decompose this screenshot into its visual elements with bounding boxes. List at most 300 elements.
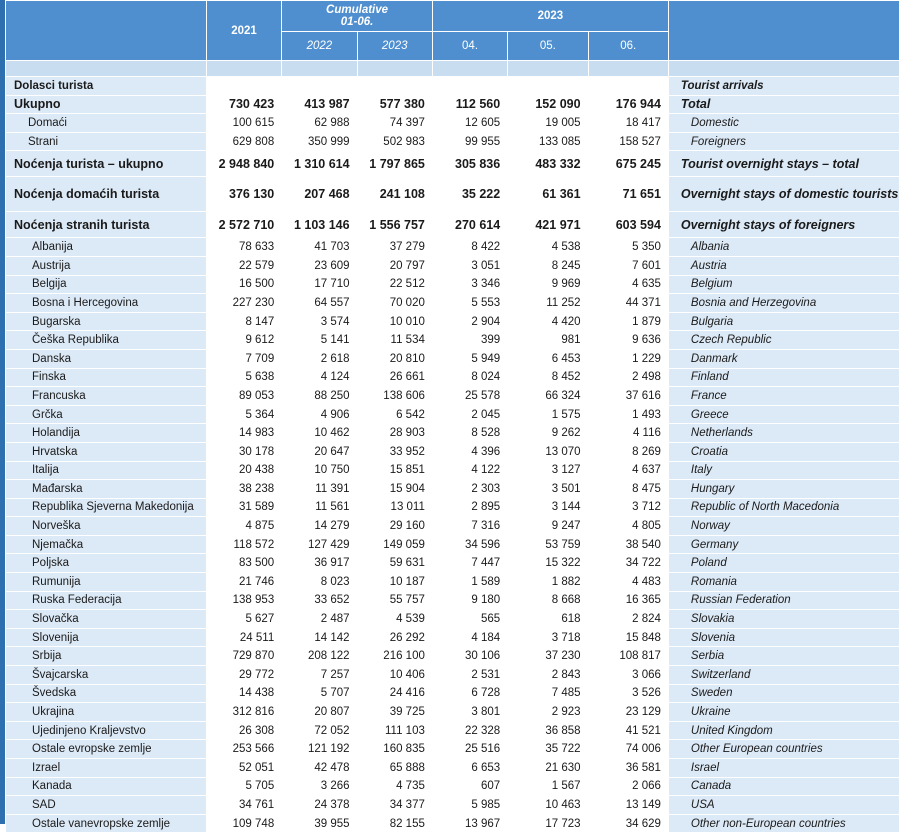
row-value: 26 308 (206, 721, 281, 740)
row-value: 3 526 (588, 684, 668, 703)
row-value: 24 416 (357, 684, 432, 703)
row-value: 1 797 865 (357, 151, 432, 177)
row-label-english: Overnight stays of foreigners (668, 212, 899, 238)
row-label: Njemačka (6, 535, 207, 554)
row-value: 23 129 (588, 703, 668, 722)
row-value: 29 772 (206, 666, 281, 685)
row-value: 7 709 (206, 349, 281, 368)
row-value: 4 396 (432, 442, 507, 461)
table-row (6, 442, 900, 461)
row-value: 5 638 (206, 368, 281, 387)
row-value: 4 124 (282, 368, 357, 387)
row-value: 82 155 (357, 814, 432, 833)
table-row (6, 796, 900, 815)
row-value: 18 417 (588, 114, 668, 133)
row-value: 2 895 (432, 498, 507, 517)
table-row (6, 177, 900, 212)
row-value: 4 122 (432, 461, 507, 480)
row-value: 44 371 (588, 294, 668, 313)
row-value: 8 147 (206, 312, 281, 331)
row-value: 577 380 (357, 95, 432, 114)
row-value: 4 116 (588, 424, 668, 443)
row-value: 13 967 (432, 814, 507, 833)
row-label-english: Belgium (668, 275, 899, 294)
row-value: 253 566 (206, 740, 281, 759)
row-value: 14 438 (206, 684, 281, 703)
row-value: 25 578 (432, 387, 507, 406)
row-label-english: Hungary (668, 480, 899, 499)
header-cell-cum-2022: 2022 (282, 32, 357, 61)
row-value (282, 77, 357, 96)
row-value: 34 596 (432, 535, 507, 554)
row-value: 7 316 (432, 517, 507, 536)
row-value: 24 378 (282, 796, 357, 815)
row-label: Noćenja turista – ukupno (6, 151, 207, 177)
row-label: Češka Republika (6, 331, 207, 350)
row-value: 88 250 (282, 387, 357, 406)
table-row (6, 684, 900, 703)
row-value: 133 085 (508, 132, 588, 151)
row-value: 9 180 (432, 591, 507, 610)
row-value: 17 723 (508, 814, 588, 833)
row-value: 108 817 (588, 647, 668, 666)
header-cell-2021: 2021 (206, 1, 281, 61)
row-value: 16 365 (588, 591, 668, 610)
header-row-top (6, 1, 900, 32)
row-value: 14 279 (282, 517, 357, 536)
row-value: 70 020 (357, 294, 432, 313)
row-value: 2 824 (588, 610, 668, 629)
row-value: 152 090 (508, 95, 588, 114)
header-cell-name (6, 1, 207, 61)
row-label: Srbija (6, 647, 207, 666)
row-value: 1 556 757 (357, 212, 432, 238)
row-label-english: Foreigners (668, 132, 899, 151)
row-label-english: Greece (668, 405, 899, 424)
row-label: Italija (6, 461, 207, 480)
row-value: 29 160 (357, 517, 432, 536)
table-body (6, 61, 900, 833)
row-value: 565 (432, 610, 507, 629)
row-value: 22 328 (432, 721, 507, 740)
row-label-english: Canada (668, 777, 899, 796)
row-value: 9 612 (206, 331, 281, 350)
cumulative-title: Cumulative (326, 4, 389, 16)
row-label: Švajcarska (6, 666, 207, 685)
row-value (206, 77, 281, 96)
row-value: 19 005 (508, 114, 588, 133)
row-value: 23 609 (282, 256, 357, 275)
row-value: 4 906 (282, 405, 357, 424)
row-value: 2 572 710 (206, 212, 281, 238)
row-value: 1 229 (588, 349, 668, 368)
row-value: 11 534 (357, 331, 432, 350)
row-value: 36 858 (508, 721, 588, 740)
row-value: 11 391 (282, 480, 357, 499)
row-label: Francuska (6, 387, 207, 406)
row-value: 270 614 (432, 212, 507, 238)
row-value: 72 052 (282, 721, 357, 740)
row-label: Bosna i Hercegovina (6, 294, 207, 313)
row-value: 20 810 (357, 349, 432, 368)
row-label: Republika Sjeverna Makedonija (6, 498, 207, 517)
row-value: 9 262 (508, 424, 588, 443)
row-label: Holandija (6, 424, 207, 443)
row-label-english: Russian Federation (668, 591, 899, 610)
table-row (6, 312, 900, 331)
row-value: 6 728 (432, 684, 507, 703)
row-label-english: Other European countries (668, 740, 899, 759)
header-cell-cumulative (282, 1, 433, 32)
row-value: 3 346 (432, 275, 507, 294)
row-value: 376 130 (206, 177, 281, 212)
row-value: 981 (508, 331, 588, 350)
row-value: 8 668 (508, 591, 588, 610)
row-value: 15 848 (588, 628, 668, 647)
row-value: 42 478 (282, 759, 357, 778)
header-cell-2023: 2023 (432, 1, 668, 32)
row-value: 21 630 (508, 759, 588, 778)
row-value: 138 953 (206, 591, 281, 610)
row-value: 78 633 (206, 238, 281, 257)
row-value: 71 651 (588, 177, 668, 212)
row-value: 13 011 (357, 498, 432, 517)
table-row (6, 740, 900, 759)
row-value: 10 187 (357, 573, 432, 592)
row-value: 4 735 (357, 777, 432, 796)
row-value: 33 652 (282, 591, 357, 610)
row-value: 5 705 (206, 777, 281, 796)
row-value: 2 843 (508, 666, 588, 685)
row-label-english: Albania (668, 238, 899, 257)
row-label-english: Croatia (668, 442, 899, 461)
table-row (6, 238, 900, 257)
row-value: 138 606 (357, 387, 432, 406)
row-label: Bugarska (6, 312, 207, 331)
row-value: 5 707 (282, 684, 357, 703)
row-value: 17 710 (282, 275, 357, 294)
row-value: 629 808 (206, 132, 281, 151)
tourism-statistics-table (5, 0, 900, 833)
row-value: 99 955 (432, 132, 507, 151)
row-value: 2 066 (588, 777, 668, 796)
row-label: Slovenija (6, 628, 207, 647)
table-row (6, 535, 900, 554)
row-value: 39 955 (282, 814, 357, 833)
table-row (6, 573, 900, 592)
row-value: 37 279 (357, 238, 432, 257)
row-value: 8 452 (508, 368, 588, 387)
table-row (6, 628, 900, 647)
row-value: 118 572 (206, 535, 281, 554)
row-value: 149 059 (357, 535, 432, 554)
row-value: 28 903 (357, 424, 432, 443)
row-value: 5 350 (588, 238, 668, 257)
row-label: Noćenja stranih turista (6, 212, 207, 238)
row-value: 158 527 (588, 132, 668, 151)
row-label-english: Tourist overnight stays – total (668, 151, 899, 177)
row-value: 6 653 (432, 759, 507, 778)
header-cell-month-04: 04. (432, 32, 507, 61)
row-value: 5 364 (206, 405, 281, 424)
row-value: 2 904 (432, 312, 507, 331)
row-value: 1 567 (508, 777, 588, 796)
row-value: 65 888 (357, 759, 432, 778)
row-value: 5 141 (282, 331, 357, 350)
row-value: 55 757 (357, 591, 432, 610)
table-row (6, 461, 900, 480)
row-value: 2 487 (282, 610, 357, 629)
row-label: Kanada (6, 777, 207, 796)
row-value: 89 053 (206, 387, 281, 406)
row-label-english: Ukraine (668, 703, 899, 722)
row-label-english: Finland (668, 368, 899, 387)
table-row (6, 759, 900, 778)
row-value: 41 703 (282, 238, 357, 257)
table-header (6, 1, 900, 61)
row-value: 41 521 (588, 721, 668, 740)
row-value: 59 631 (357, 554, 432, 573)
row-label: Albanija (6, 238, 207, 257)
row-value: 208 122 (282, 647, 357, 666)
row-label-english: Bosnia and Herzegovina (668, 294, 899, 313)
row-value: 2 498 (588, 368, 668, 387)
row-value: 4 635 (588, 275, 668, 294)
row-value: 3 574 (282, 312, 357, 331)
row-label-english: Other non-European countries (668, 814, 899, 833)
row-value: 2 948 840 (206, 151, 281, 177)
row-label: Domaći (6, 114, 207, 133)
row-value: 3 501 (508, 480, 588, 499)
row-value: 39 725 (357, 703, 432, 722)
row-label: Švedska (6, 684, 207, 703)
row-value: 121 192 (282, 740, 357, 759)
table-row (6, 498, 900, 517)
row-value: 38 238 (206, 480, 281, 499)
row-label: Belgija (6, 275, 207, 294)
row-value: 15 851 (357, 461, 432, 480)
row-value: 1 879 (588, 312, 668, 331)
spacer-cell (282, 61, 357, 77)
row-label: Slovačka (6, 610, 207, 629)
row-value: 34 629 (588, 814, 668, 833)
row-value: 216 100 (357, 647, 432, 666)
spacer-cell (432, 61, 507, 77)
table-row (6, 387, 900, 406)
row-value: 1 589 (432, 573, 507, 592)
row-label-english: Netherlands (668, 424, 899, 443)
row-label-english: Total (668, 95, 899, 114)
table-row (6, 331, 900, 350)
row-value: 20 797 (357, 256, 432, 275)
cumulative-subtitle: 01-06. (340, 16, 374, 28)
row-value: 38 540 (588, 535, 668, 554)
row-value: 30 106 (432, 647, 507, 666)
row-label: Grčka (6, 405, 207, 424)
row-value: 312 816 (206, 703, 281, 722)
row-label: Dolasci turista (6, 77, 207, 96)
row-value: 2 531 (432, 666, 507, 685)
row-value: 74 006 (588, 740, 668, 759)
row-label-english: Poland (668, 554, 899, 573)
table-row (6, 517, 900, 536)
table-row (6, 256, 900, 275)
row-value: 8 475 (588, 480, 668, 499)
row-label-english: Danmark (668, 349, 899, 368)
row-label: Ukrajina (6, 703, 207, 722)
row-value: 10 010 (357, 312, 432, 331)
row-value: 1 882 (508, 573, 588, 592)
row-value: 6 542 (357, 405, 432, 424)
row-value: 3 266 (282, 777, 357, 796)
row-value: 10 406 (357, 666, 432, 685)
row-value: 83 500 (206, 554, 281, 573)
row-value: 2 618 (282, 349, 357, 368)
row-value: 20 438 (206, 461, 281, 480)
row-value: 4 483 (588, 573, 668, 592)
row-value: 421 971 (508, 212, 588, 238)
row-value: 25 516 (432, 740, 507, 759)
table-row (6, 151, 900, 177)
row-value: 7 447 (432, 554, 507, 573)
row-value (432, 77, 507, 96)
row-value: 62 988 (282, 114, 357, 133)
table-row (6, 647, 900, 666)
header-cell-month-05: 05. (508, 32, 588, 61)
row-label-english: Czech Republic (668, 331, 899, 350)
table-row (6, 212, 900, 238)
spacer-cell (588, 61, 668, 77)
row-value: 675 245 (588, 151, 668, 177)
row-value: 3 051 (432, 256, 507, 275)
row-label: Izrael (6, 759, 207, 778)
row-label-english: Switzerland (668, 666, 899, 685)
table-row (6, 424, 900, 443)
row-label: Poljska (6, 554, 207, 573)
row-value (508, 77, 588, 96)
row-value: 8 023 (282, 573, 357, 592)
table-row (6, 554, 900, 573)
row-value: 111 103 (357, 721, 432, 740)
row-value: 22 512 (357, 275, 432, 294)
row-label: Ruska Federacija (6, 591, 207, 610)
spacer-cell (6, 61, 207, 77)
row-value: 9 247 (508, 517, 588, 536)
row-value: 1 493 (588, 405, 668, 424)
row-label: Ostale evropske zemlje (6, 740, 207, 759)
row-value: 4 805 (588, 517, 668, 536)
spacer-cell (508, 61, 588, 77)
row-label-english: Austria (668, 256, 899, 275)
row-value: 3 718 (508, 628, 588, 647)
row-value: 5 949 (432, 349, 507, 368)
row-value: 4 184 (432, 628, 507, 647)
row-label-english: Tourist arrivals (668, 77, 899, 96)
spacer-cell (668, 61, 899, 77)
row-value: 207 468 (282, 177, 357, 212)
row-value: 15 322 (508, 554, 588, 573)
table-row (6, 405, 900, 424)
row-label-english: Germany (668, 535, 899, 554)
row-value: 730 423 (206, 95, 281, 114)
row-value: 64 557 (282, 294, 357, 313)
row-value: 35 222 (432, 177, 507, 212)
row-value: 100 615 (206, 114, 281, 133)
row-value: 112 560 (432, 95, 507, 114)
row-label-english: Sweden (668, 684, 899, 703)
row-value: 61 361 (508, 177, 588, 212)
row-value: 3 801 (432, 703, 507, 722)
row-value: 9 636 (588, 331, 668, 350)
row-label-english: Bulgaria (668, 312, 899, 331)
header-cell-month-06: 06. (588, 32, 668, 61)
row-value: 2 923 (508, 703, 588, 722)
row-value: 37 230 (508, 647, 588, 666)
row-value: 1 310 614 (282, 151, 357, 177)
row-label: Rumunija (6, 573, 207, 592)
row-value: 4 538 (508, 238, 588, 257)
row-label-english: Serbia (668, 647, 899, 666)
row-value: 4 637 (588, 461, 668, 480)
row-value: 127 429 (282, 535, 357, 554)
row-value: 14 142 (282, 628, 357, 647)
row-value: 4 420 (508, 312, 588, 331)
row-value: 30 178 (206, 442, 281, 461)
row-value: 10 462 (282, 424, 357, 443)
row-value: 66 324 (508, 387, 588, 406)
row-value: 21 746 (206, 573, 281, 592)
header-cell-cum-2023: 2023 (357, 32, 432, 61)
row-label-english: Romania (668, 573, 899, 592)
row-value: 7 257 (282, 666, 357, 685)
row-value: 8 024 (432, 368, 507, 387)
row-value: 729 870 (206, 647, 281, 666)
row-label-english: Italy (668, 461, 899, 480)
row-label: Mađarska (6, 480, 207, 499)
row-value: 9 969 (508, 275, 588, 294)
row-value: 13 149 (588, 796, 668, 815)
row-label-english: Slovenia (668, 628, 899, 647)
row-value: 109 748 (206, 814, 281, 833)
table-row (6, 721, 900, 740)
table-row (6, 77, 900, 96)
row-value: 8 269 (588, 442, 668, 461)
row-value: 31 589 (206, 498, 281, 517)
table-row (6, 275, 900, 294)
row-value: 502 983 (357, 132, 432, 151)
table-row (6, 114, 900, 133)
row-value: 33 952 (357, 442, 432, 461)
row-value: 1 103 146 (282, 212, 357, 238)
row-value: 53 759 (508, 535, 588, 554)
row-value: 350 999 (282, 132, 357, 151)
table-row (6, 132, 900, 151)
row-value: 160 835 (357, 740, 432, 759)
row-value: 52 051 (206, 759, 281, 778)
row-value: 11 561 (282, 498, 357, 517)
spacer-row (6, 61, 900, 77)
table-row (6, 294, 900, 313)
spacer-cell (357, 61, 432, 77)
row-label: Norveška (6, 517, 207, 536)
row-label-english: United Kingdom (668, 721, 899, 740)
row-value: 8 422 (432, 238, 507, 257)
row-value: 34 761 (206, 796, 281, 815)
table-row (6, 95, 900, 114)
row-value (588, 77, 668, 96)
row-value: 24 511 (206, 628, 281, 647)
row-value: 16 500 (206, 275, 281, 294)
